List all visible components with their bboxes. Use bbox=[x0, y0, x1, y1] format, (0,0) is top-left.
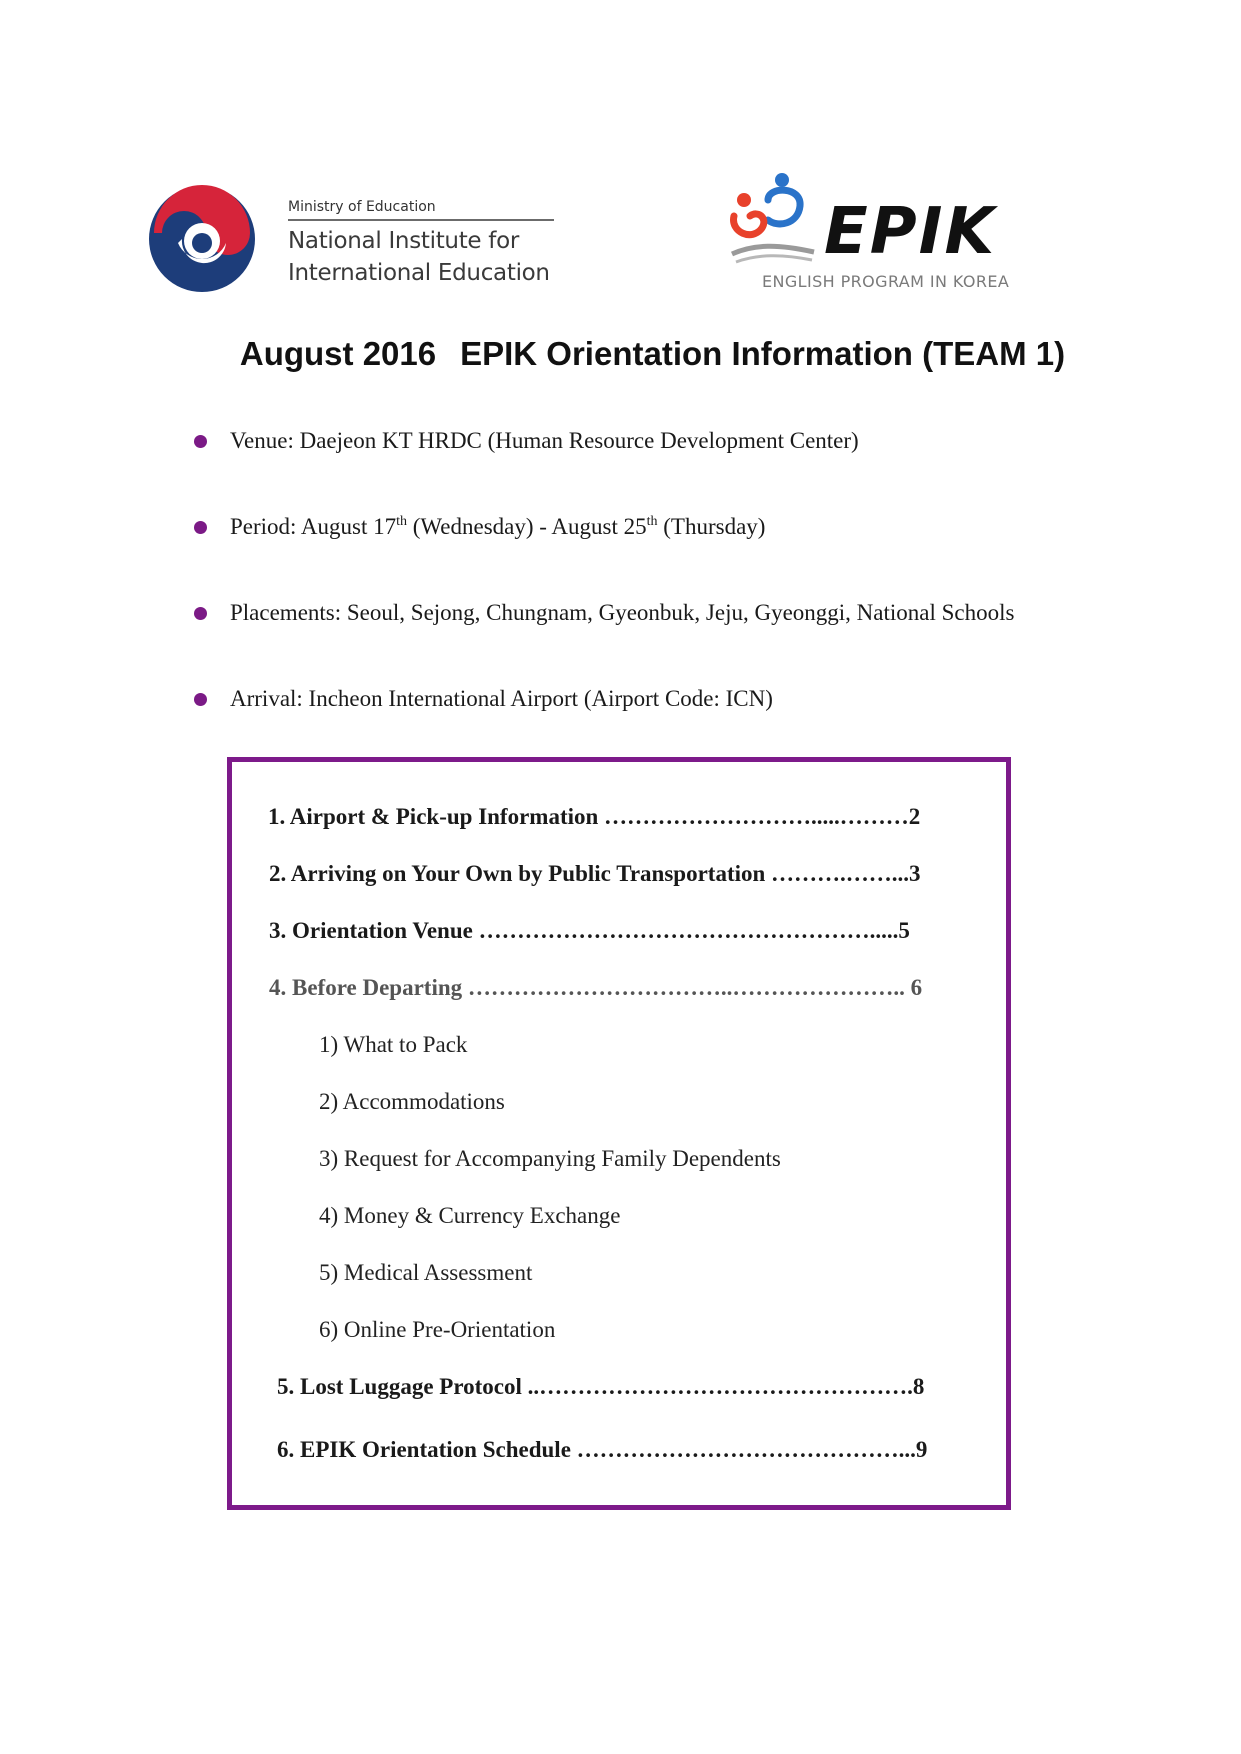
institute-name-line2: International Education bbox=[288, 260, 550, 286]
epik-logo bbox=[728, 172, 1028, 302]
period-text bbox=[230, 512, 765, 542]
bullet-icon bbox=[194, 435, 207, 448]
toc-subitem-6[interactable]: 6) Online Pre-Orientation bbox=[319, 1317, 556, 1342]
epik-wordmark: EPIK bbox=[824, 195, 997, 269]
venue-text: Venue: Daejeon KT HRDC (Human Resource Development Center) bbox=[230, 428, 859, 453]
title-date: August 2016 bbox=[239, 335, 437, 372]
period-end-day: (Thursday) bbox=[657, 514, 766, 539]
institute-name bbox=[288, 225, 550, 289]
taegeuk-emblem-icon bbox=[146, 183, 258, 295]
toc-item-4[interactable]: 4. Before Departing ……………………………..………………….. 6 bbox=[269, 975, 923, 1000]
toc-item-1[interactable]: 1. Airport & Pick-up Information ……………………….....………2 bbox=[268, 804, 921, 829]
arrival-text: Arrival: Incheon International Airport (Airport Code: ICN) bbox=[230, 686, 773, 711]
bullet-icon bbox=[194, 607, 207, 620]
period-start: Period: August 17 bbox=[230, 514, 397, 539]
toc-subitem-1[interactable]: 1) What to Pack bbox=[319, 1032, 468, 1057]
toc-subitem-2[interactable]: 2) Accommodations bbox=[319, 1089, 505, 1114]
period-end-ordinal: th bbox=[646, 514, 658, 529]
bullet-icon bbox=[194, 521, 207, 534]
toc-item-3[interactable]: 3. Orientation Venue …………………………………………….....5 bbox=[269, 918, 910, 943]
info-item-placements bbox=[194, 598, 1194, 684]
title-text: EPIK Orientation Information (TEAM 1) bbox=[460, 335, 1066, 372]
bullet-icon bbox=[194, 693, 207, 706]
toc-item-5[interactable]: 5. Lost Luggage Protocol ..………………………………………….8 bbox=[277, 1374, 925, 1399]
nile-logo bbox=[146, 183, 566, 295]
period-end: (Wednesday) - August 25 bbox=[407, 514, 647, 539]
ministry-label: Ministry of Education bbox=[288, 199, 436, 215]
toc-subitem-4[interactable]: 4) Money & Currency Exchange bbox=[319, 1203, 621, 1228]
epik-figures-icon bbox=[728, 172, 820, 284]
toc-item-6[interactable]: 6. EPIK Orientation Schedule ……………………………………...9 bbox=[277, 1437, 928, 1462]
period-start-ordinal: th bbox=[396, 514, 408, 529]
toc-subitem-5[interactable]: 5) Medical Assessment bbox=[319, 1260, 533, 1285]
info-list bbox=[194, 426, 1194, 770]
table-of-contents bbox=[227, 757, 1011, 1510]
info-item-venue bbox=[194, 426, 1194, 512]
logo-divider bbox=[288, 219, 554, 221]
page-title bbox=[0, 335, 1241, 373]
placements-text: Placements: Seoul, Sejong, Chungnam, Gyeonbuk, Jeju, Gyeonggi, National Schools bbox=[230, 600, 1015, 625]
toc-subitem-3[interactable]: 3) Request for Accompanying Family Dependents bbox=[319, 1146, 781, 1171]
info-item-period bbox=[194, 512, 1194, 598]
institute-name-line1: National Institute for bbox=[288, 228, 520, 254]
toc-item-2[interactable]: 2. Arriving on Your Own by Public Transportation ……….……...3 bbox=[269, 861, 921, 886]
epik-tagline: ENGLISH PROGRAM IN KOREA bbox=[762, 272, 1010, 291]
